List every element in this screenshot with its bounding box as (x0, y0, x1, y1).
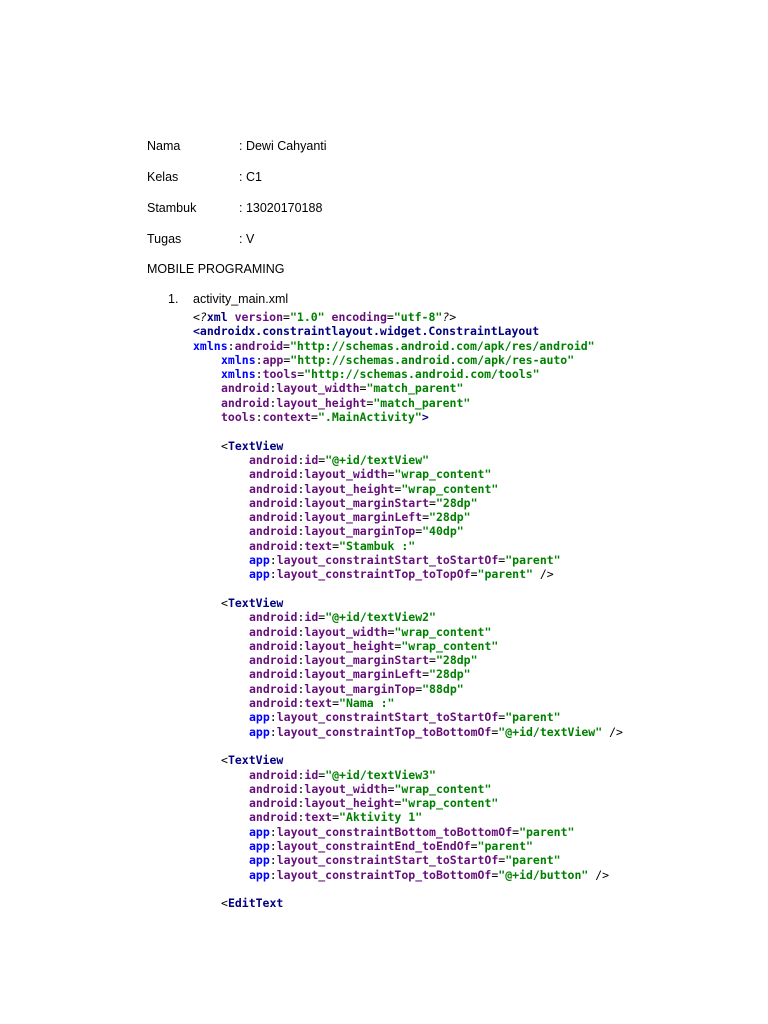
code-line (193, 510, 623, 524)
code-token: android (249, 638, 298, 653)
code-token: id (304, 452, 319, 467)
code-line (193, 467, 623, 481)
code-token: <androidx.constraintlayout.widget.ConstraintLayout (193, 324, 540, 339)
code-line (193, 310, 623, 324)
code-token: = (332, 538, 340, 553)
code-line (193, 896, 623, 910)
code-token: = (422, 667, 430, 682)
code-token: "1.0" (289, 310, 325, 324)
code-token: = (491, 867, 499, 882)
code-token: = (491, 724, 499, 739)
code-token: = (386, 310, 394, 324)
code-token: : (269, 567, 277, 582)
code-token: = (394, 481, 402, 496)
code-line (193, 639, 623, 653)
code-token: : (297, 510, 305, 525)
code-token: encoding (331, 310, 387, 324)
code-token: "match_parent" (366, 381, 464, 396)
code-token: : (297, 624, 305, 639)
code-token: app (249, 553, 270, 568)
code-token: : (297, 481, 305, 496)
code-token: "28dp" (429, 667, 471, 682)
code-token: : (297, 610, 305, 625)
code-token: : (255, 410, 263, 425)
code-line (193, 353, 623, 367)
info-value: : V (239, 232, 255, 246)
code-token: "88dp" (422, 681, 464, 696)
code-token: : (297, 796, 305, 811)
code-token: android (249, 452, 298, 467)
code-token: layout_height (304, 638, 395, 653)
code-token: android (249, 681, 298, 696)
code-token (325, 310, 332, 324)
code-token: layout_width (304, 781, 388, 796)
code-token: : (255, 352, 263, 367)
code-token: = (311, 410, 318, 425)
code-token: layout_width (304, 624, 388, 639)
code-token: = (297, 367, 305, 382)
code-line (193, 324, 623, 338)
code-token: "parent" (477, 838, 533, 853)
code-token: app (262, 352, 284, 367)
code-token: = (429, 653, 436, 668)
code-line (193, 739, 623, 753)
code-token: text (304, 538, 333, 553)
code-token: "28dp" (429, 510, 471, 525)
info-value: : 13020170188 (239, 201, 323, 215)
code-token: app (249, 710, 270, 725)
code-token: "parent" (505, 553, 561, 568)
code-token: android (249, 781, 298, 796)
code-token: : (269, 395, 277, 410)
code-token: : (269, 724, 277, 739)
code-token: = (429, 495, 436, 510)
code-token: = (387, 781, 395, 796)
code-token: "28dp" (435, 653, 478, 668)
code-token: = (318, 452, 326, 467)
code-line (193, 667, 623, 681)
code-token: android (249, 610, 298, 625)
code-line (193, 768, 623, 782)
code-token: ?> (442, 310, 457, 324)
code-token: /> (588, 867, 610, 882)
code-token: "Stambuk :" (339, 538, 416, 553)
code-token: "@+id/textView" (325, 452, 430, 467)
code-token: app (249, 838, 270, 853)
code-token: : (269, 867, 277, 882)
info-label: Kelas (147, 170, 179, 184)
code-token: > (421, 410, 429, 425)
section-heading: MOBILE PROGRAMING (147, 262, 285, 276)
code-token: = (512, 824, 520, 839)
code-line (193, 453, 623, 467)
code-line (193, 753, 623, 767)
code-line (193, 653, 623, 667)
code-token: xmlns (221, 352, 256, 367)
code-token: = (415, 681, 423, 696)
code-token: = (415, 524, 423, 539)
code-line (193, 710, 623, 724)
code-token: layout_constraintBottom_toBottomOf (276, 824, 513, 839)
code-token: xmlns (193, 338, 228, 353)
code-token: "parent" (477, 567, 533, 582)
code-token: app (249, 853, 270, 868)
code-token: = (498, 710, 506, 725)
code-token: "28dp" (435, 495, 478, 510)
code-token: tools (262, 367, 298, 382)
code-token: : (297, 767, 305, 782)
code-token: = (470, 567, 478, 582)
code-token: android (221, 381, 270, 396)
code-token: layout_marginLeft (304, 667, 423, 682)
code-token: : (269, 853, 277, 868)
code-line (193, 582, 623, 596)
code-line (193, 567, 623, 581)
code-token: "@+id/textView2" (325, 610, 436, 625)
code-token: android (249, 653, 298, 668)
code-token: android (249, 538, 298, 553)
code-token: : (269, 553, 277, 568)
code-token: "Nama :" (339, 696, 395, 711)
code-token: app (249, 567, 270, 582)
code-token: "parent" (505, 710, 561, 725)
code-token: "match_parent" (373, 395, 471, 410)
info-label: Tugas (147, 232, 182, 246)
code-line (193, 882, 623, 896)
code-token: = (498, 853, 506, 868)
code-token: layout_constraintTop_toBottomOf (276, 724, 492, 739)
code-token: < (221, 896, 228, 911)
code-token: "40dp" (422, 524, 464, 539)
code-token: android (249, 524, 298, 539)
code-token: "utf-8" (393, 310, 443, 324)
code-token: "@+id/textView" (498, 724, 603, 739)
code-token: = (422, 510, 430, 525)
code-token: "parent" (505, 853, 561, 868)
code-token: : (297, 696, 305, 711)
code-token: android (249, 495, 298, 510)
info-value: : C1 (239, 170, 262, 184)
code-token: : (297, 495, 305, 510)
code-token: android (221, 395, 270, 410)
code-token: layout_constraintStart_toStartOf (276, 853, 499, 868)
code-token: layout_constraintEnd_toEndOf (276, 838, 471, 853)
code-token: layout_marginTop (304, 681, 416, 696)
code-token: layout_marginStart (304, 495, 430, 510)
code-line (193, 381, 623, 395)
code-line (193, 539, 623, 553)
code-token: layout_marginTop (304, 524, 416, 539)
code-token: = (387, 624, 395, 639)
code-token: "@+id/textView3" (325, 767, 436, 782)
code-token: < (221, 438, 228, 453)
code-token: /> (602, 724, 623, 739)
code-token: android (249, 696, 298, 711)
code-token: "wrap_content" (401, 638, 499, 653)
code-token: "wrap_content" (401, 481, 499, 496)
code-token: tools (221, 410, 256, 425)
list-number: 1. (168, 292, 179, 306)
code-token: : (297, 781, 305, 796)
code-token: TextView (227, 438, 284, 453)
code-token: "wrap_content" (394, 467, 492, 482)
code-token: = (394, 638, 402, 653)
code-line (193, 725, 623, 739)
code-token: : (297, 681, 305, 696)
code-token: android (249, 510, 298, 525)
code-line (193, 825, 623, 839)
code-token: = (283, 338, 290, 353)
code-token: <? (193, 310, 207, 324)
code-token: : (297, 524, 305, 539)
code-token: TextView (227, 753, 284, 768)
code-token: = (387, 467, 395, 482)
code-token: layout_width (304, 467, 388, 482)
code-line (193, 868, 623, 882)
code-line (193, 524, 623, 538)
list-title: activity_main.xml (193, 292, 289, 306)
code-line (193, 496, 623, 510)
code-token: : (269, 838, 277, 853)
code-token: app (249, 867, 270, 882)
code-token: "http://schemas.android.com/apk/res/android" (289, 338, 595, 353)
code-token: "wrap_content" (394, 624, 492, 639)
code-token: = (283, 310, 290, 324)
code-line (193, 625, 623, 639)
code-token: : (255, 367, 263, 382)
code-token: = (283, 352, 291, 367)
code-token: layout_height (276, 395, 367, 410)
code-token: = (359, 381, 367, 396)
code-token: layout_marginStart (304, 653, 430, 668)
code-token: : (269, 824, 277, 839)
code-line (193, 796, 623, 810)
code-token: TextView (227, 595, 284, 610)
code-line (193, 482, 623, 496)
code-token: android (249, 467, 298, 482)
code-token: layout_constraintTop_toBottomOf (276, 867, 492, 882)
code-token: app (249, 724, 270, 739)
code-line (193, 339, 623, 353)
code-line (193, 682, 623, 696)
code-token: EditText (227, 896, 284, 911)
code-token: xml (206, 310, 235, 324)
code-line (193, 853, 623, 867)
code-token: android (249, 767, 298, 782)
code-token: < (221, 595, 228, 610)
code-token: android (249, 624, 298, 639)
code-token: = (498, 553, 506, 568)
code-token: : (297, 653, 305, 668)
code-token: layout_constraintTop_toTopOf (276, 567, 471, 582)
code-token: : (297, 452, 305, 467)
code-token: id (304, 767, 319, 782)
code-token: "http://schemas.android.com/apk/res-auto" (290, 352, 575, 367)
code-token: layout_height (304, 481, 395, 496)
numbered-list-item (168, 292, 288, 306)
code-line (193, 782, 623, 796)
code-token: "wrap_content" (394, 781, 492, 796)
code-line (193, 610, 623, 624)
code-token: = (470, 838, 478, 853)
code-token: /> (532, 567, 554, 582)
info-label: Stambuk (147, 201, 197, 215)
code-line (193, 410, 623, 424)
code-token: : (297, 638, 305, 653)
code-token: layout_constraintStart_toStartOf (276, 710, 499, 725)
code-token: version (234, 310, 284, 324)
code-token: : (269, 710, 277, 725)
code-token: layout_marginLeft (304, 510, 423, 525)
code-token: app (249, 824, 270, 839)
code-token: : (297, 810, 305, 825)
code-token: android (249, 796, 298, 811)
code-line (193, 424, 623, 438)
code-token: "Aktivity 1" (339, 810, 423, 825)
code-token: : (269, 381, 277, 396)
code-token: "wrap_content" (401, 796, 499, 811)
code-token: android (249, 481, 298, 496)
code-block (193, 310, 623, 910)
code-token: android (249, 810, 298, 825)
info-label: Nama (147, 139, 181, 153)
code-line (193, 367, 623, 381)
code-line (193, 696, 623, 710)
code-token: < (221, 753, 228, 768)
code-token: "@+id/button" (498, 867, 589, 882)
code-token: android (234, 338, 284, 353)
code-token: = (394, 796, 402, 811)
code-token: context (262, 410, 312, 425)
code-line (193, 396, 623, 410)
code-token: = (366, 395, 374, 410)
code-line (193, 810, 623, 824)
code-token: = (332, 810, 340, 825)
code-token: id (304, 610, 319, 625)
code-token: : (297, 667, 305, 682)
code-token: = (318, 610, 326, 625)
code-token: : (297, 538, 305, 553)
code-token: ".MainActivity" (317, 410, 422, 425)
code-line (193, 439, 623, 453)
code-token: : (227, 338, 235, 353)
code-token: = (332, 696, 340, 711)
code-line (193, 553, 623, 567)
code-token: "http://schemas.android.com/tools" (304, 367, 540, 382)
code-token: = (318, 767, 326, 782)
code-line (193, 596, 623, 610)
code-token: "parent" (519, 824, 575, 839)
code-line (193, 839, 623, 853)
code-token: layout_width (276, 381, 360, 396)
code-token: : (297, 467, 305, 482)
code-token: layout_constraintStart_toStartOf (276, 553, 499, 568)
code-token: xmlns (221, 367, 256, 382)
code-token: android (249, 667, 298, 682)
info-value: : Dewi Cahyanti (239, 139, 327, 153)
code-token: layout_height (304, 796, 395, 811)
code-token: text (304, 696, 333, 711)
code-token: text (304, 810, 333, 825)
